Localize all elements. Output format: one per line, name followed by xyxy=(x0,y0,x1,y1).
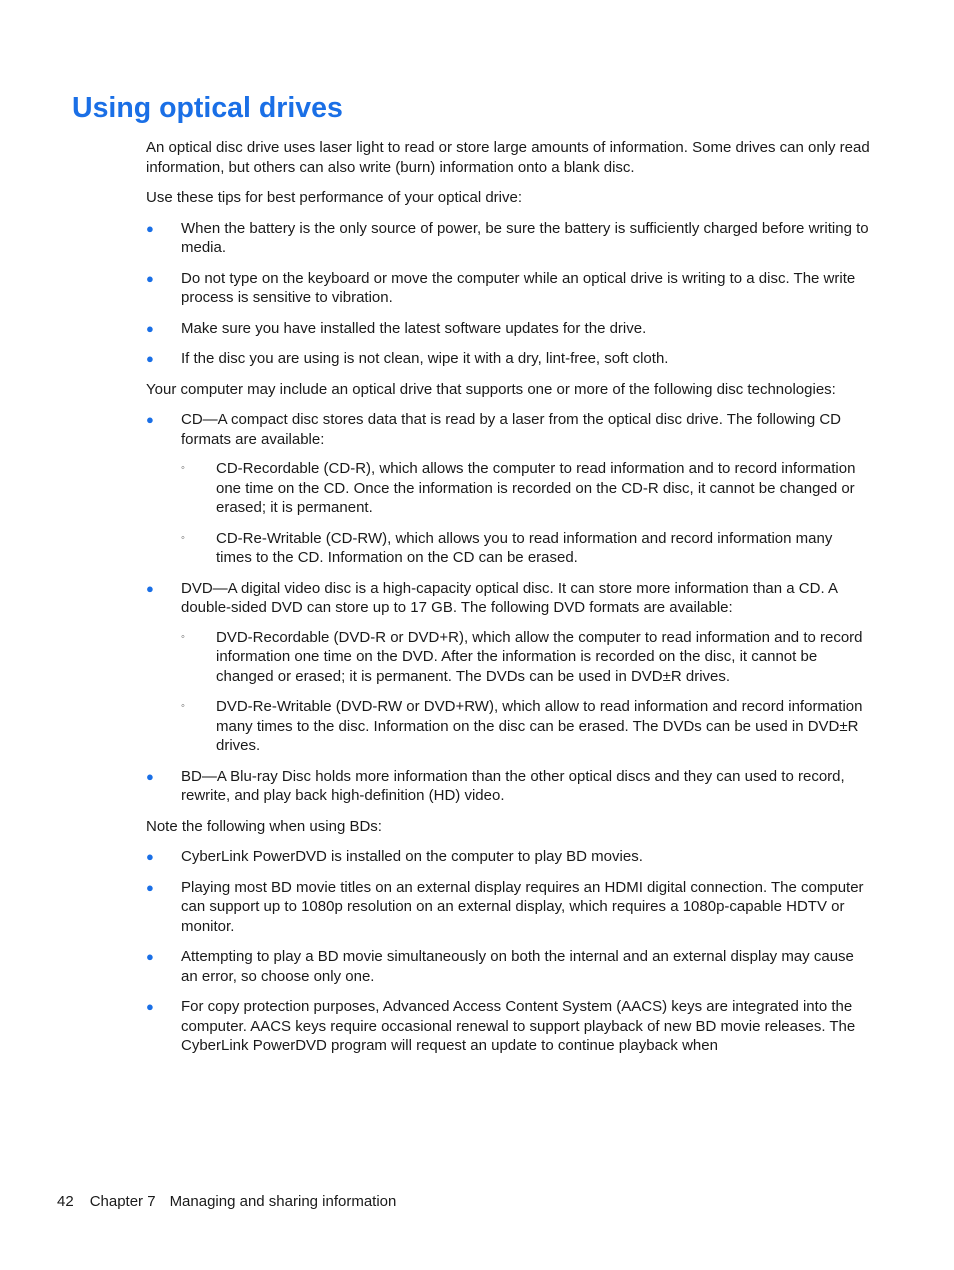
bd-notes-intro: Note the following when using BDs: xyxy=(146,817,382,835)
list-item-dvd xyxy=(146,579,871,756)
technologies-intro: Your computer may include an optical drive that supports one or more of the following disc technologies: xyxy=(146,380,836,398)
bullet-icon: ● xyxy=(146,949,154,964)
bullet-icon: ● xyxy=(146,351,154,366)
bd-notes-list xyxy=(146,847,871,1056)
list-item-text: CyberLink PowerDVD is installed on the computer to play BD movies. xyxy=(181,848,643,865)
list-item xyxy=(146,219,871,258)
list-item-text: Make sure you have installed the latest software updates for the drive. xyxy=(181,319,647,337)
chapter-label: Chapter 7 xyxy=(89,1193,156,1210)
bd-description: BD—A Blu-ray Disc holds more information than the other optical discs and they can used to record, rewrite, and play back high-definition (HD) video. xyxy=(181,767,845,804)
chapter-title: Managing and sharing information xyxy=(169,1193,397,1210)
sub-bullet-icon: ◦ xyxy=(181,630,185,643)
list-item xyxy=(146,878,871,937)
intro-paragraph: An optical disc drive uses laser light to read or store large amounts of information. Some drives can only read information, but others can also write (burn) information onto a blank disc. xyxy=(146,139,870,176)
bullet-icon: ● xyxy=(146,220,154,236)
list-item-text: When the battery is the only source of power, be sure the battery is sufficiently charged before writing to media. xyxy=(181,219,869,256)
dvd-description: DVD—A digital video disc is a high-capacity optical disc. It can store more information than a CD. A double-sided DVD can store up to 17 GB. The following DVD formats are available: xyxy=(181,579,838,616)
sub-list-item xyxy=(181,529,871,568)
page-content xyxy=(146,138,871,1067)
bullet-icon: ● xyxy=(146,768,154,784)
bullet-icon: ● xyxy=(146,849,154,864)
cd-description: CD—A compact disc stores data that is read by a laser from the optical disc drive. The following CD formats are available: xyxy=(181,411,842,448)
bullet-icon: ● xyxy=(146,999,154,1014)
bullet-icon: ● xyxy=(146,879,154,895)
cd-formats-list xyxy=(181,459,871,568)
list-item xyxy=(146,349,871,369)
sub-list-item-text: CD-Recordable (CD-R), which allows the computer to read information and to record information one time on the CD. Once the information is recorded on the CD-R disc, it cannot be changed or erased; it is permanent. xyxy=(216,460,856,516)
bullet-icon: ● xyxy=(146,580,154,596)
sub-list-item xyxy=(181,628,871,687)
bullet-icon: ● xyxy=(146,320,154,336)
sub-bullet-icon: ◦ xyxy=(181,700,185,712)
list-item xyxy=(146,947,871,986)
list-item-text: Do not type on the keyboard or move the computer while an optical drive is writing to a disc. The write process is sensitive to vibration. xyxy=(181,269,856,306)
list-item-text: Attempting to play a BD movie simultaneously on both the internal and an external display may cause an error, so choose only one. xyxy=(181,948,854,985)
technologies-list xyxy=(146,410,871,806)
sub-bullet-icon: ◦ xyxy=(181,462,185,474)
list-item xyxy=(146,847,871,867)
list-item-text: If the disc you are using is not clean, wipe it with a dry, lint-free, soft cloth. xyxy=(181,350,669,367)
tips-list xyxy=(146,219,871,369)
sub-list-item xyxy=(181,697,871,756)
page-title: Using optical drives xyxy=(72,92,343,124)
tips-intro: Use these tips for best performance of your optical drive: xyxy=(146,189,523,206)
sub-list-item xyxy=(181,459,871,518)
dvd-formats-list xyxy=(181,628,871,756)
list-item-text: For copy protection purposes, Advanced Access Content System (AACS) keys are integrated into the computer. AACS keys require occasional renewal to support playback of new BD movie releases. The CyberLink PowerDVD program will request an update to continue playback when xyxy=(181,998,856,1054)
page-footer xyxy=(57,1192,396,1212)
sub-list-item-text: CD-Re-Writable (CD-RW), which allows you to read information and record information many times to the CD. Information on the CD can be erased. xyxy=(216,529,833,566)
bullet-icon: ● xyxy=(146,412,154,427)
page-number: 42 xyxy=(57,1193,74,1210)
list-item xyxy=(146,997,871,1056)
list-item-bd xyxy=(146,767,871,806)
sub-bullet-icon: ◦ xyxy=(181,531,185,544)
list-item xyxy=(146,319,871,339)
bullet-icon: ● xyxy=(146,270,154,286)
list-item-cd xyxy=(146,410,871,568)
sub-list-item-text: DVD-Recordable (DVD-R or DVD+R), which allow the computer to read information and to record information one time on the DVD. After the information is recorded on the disc, it cannot be changed or erased; it is permanent. The DVDs can be used in DVD±R drives. xyxy=(216,628,863,685)
sub-list-item-text: DVD-Re-Writable (DVD-RW or DVD+RW), which allow to read information and record information many times to the disc. Information on the disc can be erased. The DVDs can be used in DVD±R drives. xyxy=(216,698,863,754)
list-item xyxy=(146,269,871,308)
list-item-text: Playing most BD movie titles on an external display requires an HDMI digital connection. The computer can support up to 1080p resolution on an external display, which requires a 1080p-capable HDTV or monitor. xyxy=(181,878,864,935)
